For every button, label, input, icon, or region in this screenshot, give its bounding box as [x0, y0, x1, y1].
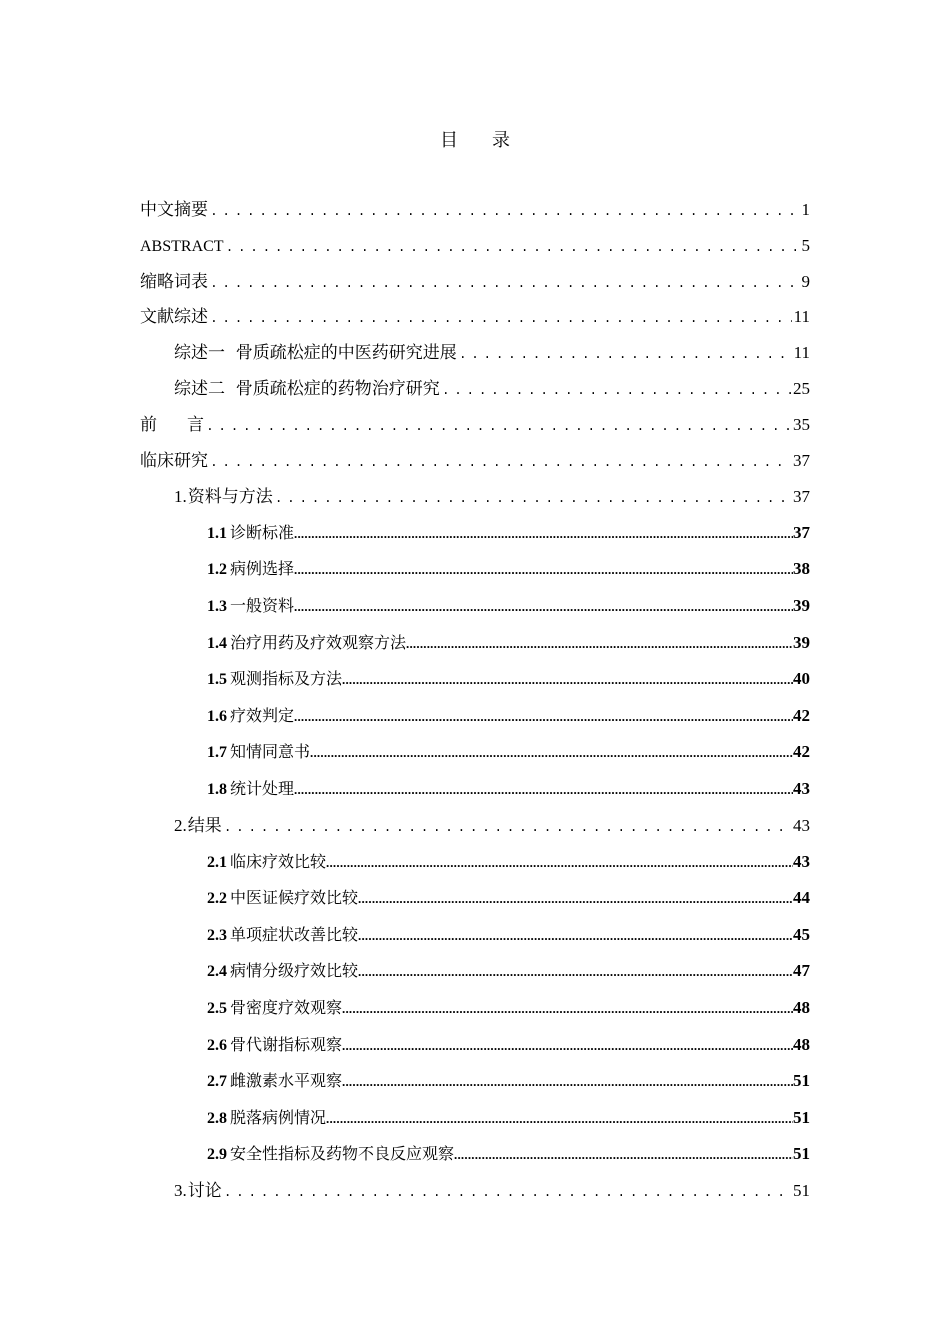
toc-entry-text: 临床疗效比较 — [230, 851, 327, 871]
dot-leader — [294, 699, 793, 735]
toc-page-number: 5 — [801, 235, 810, 255]
toc-entry-number: 1.8 — [207, 780, 227, 798]
toc-page-number: 48 — [793, 1034, 810, 1054]
dot-leader — [342, 991, 793, 1027]
toc-entry-label — [140, 229, 224, 264]
dot-leader — [459, 337, 792, 371]
toc-entry-number: 1.5 — [207, 671, 227, 689]
dot-leader — [294, 772, 793, 808]
toc-entry-label — [207, 1136, 454, 1173]
dot-leader — [210, 301, 792, 335]
dot-leader — [210, 194, 800, 228]
toc-title — [0, 126, 950, 152]
toc-entry[interactable] — [140, 734, 810, 771]
dot-leader — [206, 409, 791, 443]
dot-leader — [358, 881, 793, 917]
toc-entry[interactable] — [140, 371, 810, 407]
dot-leader — [454, 1137, 793, 1173]
toc-entry-number: 1.3 — [207, 597, 227, 615]
toc-entry-label — [207, 880, 358, 917]
dot-leader — [275, 481, 791, 515]
toc-entry-label — [207, 515, 294, 552]
toc-entry-label — [207, 1063, 342, 1100]
toc-entry-text: 骨代谢指标观察 — [230, 1034, 343, 1054]
toc-entry-text: 中医证候疗效比较 — [230, 888, 359, 908]
toc-entry[interactable] — [140, 299, 810, 335]
toc-entry[interactable] — [140, 625, 810, 662]
dot-leader — [294, 516, 793, 552]
toc-page-number: 9 — [801, 271, 810, 291]
dot-leader — [342, 1028, 793, 1064]
toc-page-number: 35 — [793, 415, 810, 435]
toc-entry-number: 2.2 — [207, 890, 227, 908]
toc-entry-text: 治疗用药及疗效观察方法 — [230, 632, 407, 652]
toc-entry-label-part: 言 — [187, 415, 204, 436]
toc-entry[interactable] — [140, 844, 810, 881]
toc-page-number: 42 — [793, 705, 810, 725]
toc-entry[interactable] — [140, 264, 810, 300]
toc-entry-label — [207, 844, 326, 881]
toc-entry-text: 讨论 — [187, 1180, 222, 1201]
toc-entry-text: 观测指标及方法 — [230, 669, 343, 689]
toc-entry-label — [174, 808, 222, 844]
toc-entry-label — [207, 1100, 326, 1137]
toc-entry-text: 病例选择 — [230, 559, 295, 579]
dot-leader — [310, 735, 793, 771]
toc-entry-number: 2.8 — [207, 1109, 227, 1127]
dot-leader — [226, 230, 800, 264]
toc-entry-label — [207, 698, 294, 735]
toc-page-number: 43 — [793, 815, 810, 835]
toc-page-number: 45 — [793, 924, 810, 944]
dot-leader — [326, 845, 793, 881]
toc-page-number: 51 — [793, 1071, 810, 1091]
toc-entry-number: 1.2 — [207, 561, 227, 579]
toc-entry[interactable] — [140, 1173, 810, 1209]
dot-leader — [358, 954, 793, 990]
toc-entry-label — [140, 192, 208, 228]
dot-leader — [294, 552, 793, 588]
dot-leader — [294, 589, 793, 625]
toc-page-number: 51 — [793, 1144, 810, 1164]
toc-entry[interactable] — [140, 1100, 810, 1137]
toc-page-number: 51 — [793, 1107, 810, 1127]
toc-title-part1: 目 — [440, 130, 458, 151]
toc-page-number: 39 — [793, 595, 810, 615]
dot-leader — [406, 626, 793, 662]
toc-entry-label — [207, 661, 342, 698]
toc-entry-number: 2.6 — [207, 1036, 227, 1054]
toc-entry[interactable] — [140, 479, 810, 515]
toc-entry[interactable] — [140, 698, 810, 735]
toc-entry-text: 脱落病例情况 — [230, 1107, 327, 1127]
toc-entry-label — [207, 917, 358, 954]
toc-page-number: 48 — [793, 997, 810, 1017]
toc-entry-number: 1.6 — [207, 707, 227, 725]
toc-page-number: 25 — [793, 379, 810, 399]
toc-entry-text: 雌激素水平观察 — [230, 1071, 343, 1091]
toc-entry-text: 缩略词表 — [140, 271, 208, 292]
toc-entry-text: 临床研究 — [140, 450, 208, 471]
toc-page-number: 44 — [793, 888, 810, 908]
toc-entry[interactable] — [140, 953, 810, 990]
toc-entry-text: ABSTRACT — [140, 237, 224, 255]
toc-page-number: 38 — [793, 559, 810, 579]
toc-entry-label — [207, 990, 342, 1027]
toc-entry-label — [207, 771, 294, 808]
toc-entry-number: 1.4 — [207, 634, 227, 652]
toc-entry-text: 单项症状改善比较 — [230, 924, 359, 944]
toc-entry-text: 中文摘要 — [140, 200, 208, 220]
toc-entry-label — [207, 588, 294, 625]
toc-entry-number: 2.5 — [207, 999, 227, 1017]
toc-entry-text: 诊断标准 — [230, 522, 295, 542]
toc-entry-number: 3. — [174, 1180, 187, 1200]
toc-entry[interactable] — [140, 771, 810, 808]
toc-page-number: 40 — [793, 669, 810, 689]
toc-entry-label — [140, 299, 208, 335]
table-of-contents — [140, 192, 810, 1209]
toc-entry-text: 一般资料 — [230, 595, 295, 615]
toc-entry-label — [174, 1173, 222, 1209]
toc-entry[interactable] — [140, 407, 810, 443]
toc-page-number: 51 — [793, 1180, 810, 1200]
dot-leader — [210, 445, 791, 479]
toc-entry-text: 骨密度疗效观察 — [230, 997, 343, 1017]
toc-page-number: 39 — [793, 632, 810, 652]
toc-entry-number: 1.7 — [207, 744, 227, 762]
toc-entry-text: 文献综述 — [140, 307, 208, 328]
dot-leader — [210, 266, 800, 300]
toc-entry[interactable] — [140, 1027, 810, 1064]
dot-leader — [442, 373, 791, 407]
toc-entry[interactable] — [140, 1063, 810, 1100]
toc-entry-label — [140, 443, 208, 479]
dot-leader — [224, 810, 791, 844]
toc-page-number: 42 — [793, 742, 810, 762]
toc-entry[interactable] — [140, 880, 810, 917]
toc-entry-text: 统计处理 — [230, 778, 295, 798]
toc-page-number: 37 — [793, 522, 810, 542]
toc-page-number: 11 — [793, 307, 810, 327]
toc-entry[interactable] — [140, 228, 810, 264]
toc-entry[interactable] — [140, 588, 810, 625]
toc-entry-text: 安全性指标及药物不良反应观察 — [230, 1144, 455, 1164]
toc-entry[interactable] — [140, 661, 810, 698]
toc-entry[interactable] — [140, 192, 810, 228]
toc-entry-number: 2.4 — [207, 963, 227, 981]
toc-entry-text: 综述一 骨质疏松症的中医药研究进展 — [174, 343, 457, 364]
toc-entry-label — [207, 625, 406, 662]
toc-entry[interactable] — [140, 808, 810, 844]
toc-entry-label — [140, 264, 208, 300]
toc-entry-label — [207, 1027, 342, 1064]
toc-page-number: 37 — [793, 450, 810, 470]
toc-entry-label — [207, 551, 294, 588]
toc-entry[interactable] — [140, 917, 810, 954]
toc-entry-number: 2.9 — [207, 1146, 227, 1164]
toc-entry[interactable] — [140, 1136, 810, 1173]
toc-entry-number: 2.3 — [207, 926, 227, 944]
toc-entry-text: 知情同意书 — [230, 742, 311, 762]
toc-page-number: 43 — [793, 851, 810, 871]
toc-entry-label — [174, 371, 440, 407]
dot-leader — [224, 1175, 791, 1209]
toc-page-number: 43 — [793, 778, 810, 798]
toc-entry-text: 疗效判定 — [230, 705, 295, 725]
dot-leader — [342, 662, 793, 698]
dot-leader — [358, 918, 793, 954]
toc-entry-number: 2. — [174, 815, 187, 835]
toc-entry-label — [207, 734, 310, 771]
toc-entry[interactable] — [140, 443, 810, 479]
toc-entry[interactable] — [140, 551, 810, 588]
toc-entry[interactable] — [140, 335, 810, 371]
toc-page-number: 47 — [793, 961, 810, 981]
toc-entry-text: 综述二 骨质疏松症的药物治疗研究 — [174, 379, 440, 400]
toc-page-number: 1 — [801, 200, 810, 219]
toc-entry[interactable] — [140, 515, 810, 552]
toc-entry-number: 1. — [174, 486, 187, 506]
toc-entry-label — [140, 407, 204, 443]
dot-leader — [326, 1101, 793, 1137]
toc-entry-number: 2.1 — [207, 853, 227, 871]
toc-page-number: 37 — [793, 486, 810, 506]
toc-entry-text: 资料与方法 — [187, 486, 273, 507]
toc-entry-label — [174, 479, 273, 515]
toc-entry-label-part: 前 — [140, 415, 157, 436]
toc-entry-number: 2.7 — [207, 1073, 227, 1091]
toc-entry-text: 结果 — [187, 815, 222, 836]
dot-leader — [342, 1064, 793, 1100]
toc-entry-label — [207, 953, 358, 990]
toc-title-part2: 录 — [492, 130, 510, 151]
toc-entry-label — [174, 335, 457, 371]
toc-entry[interactable] — [140, 990, 810, 1027]
toc-page-number: 11 — [793, 343, 810, 363]
toc-entry-number: 1.1 — [207, 524, 227, 542]
toc-entry-text: 病情分级疗效比较 — [230, 961, 359, 981]
